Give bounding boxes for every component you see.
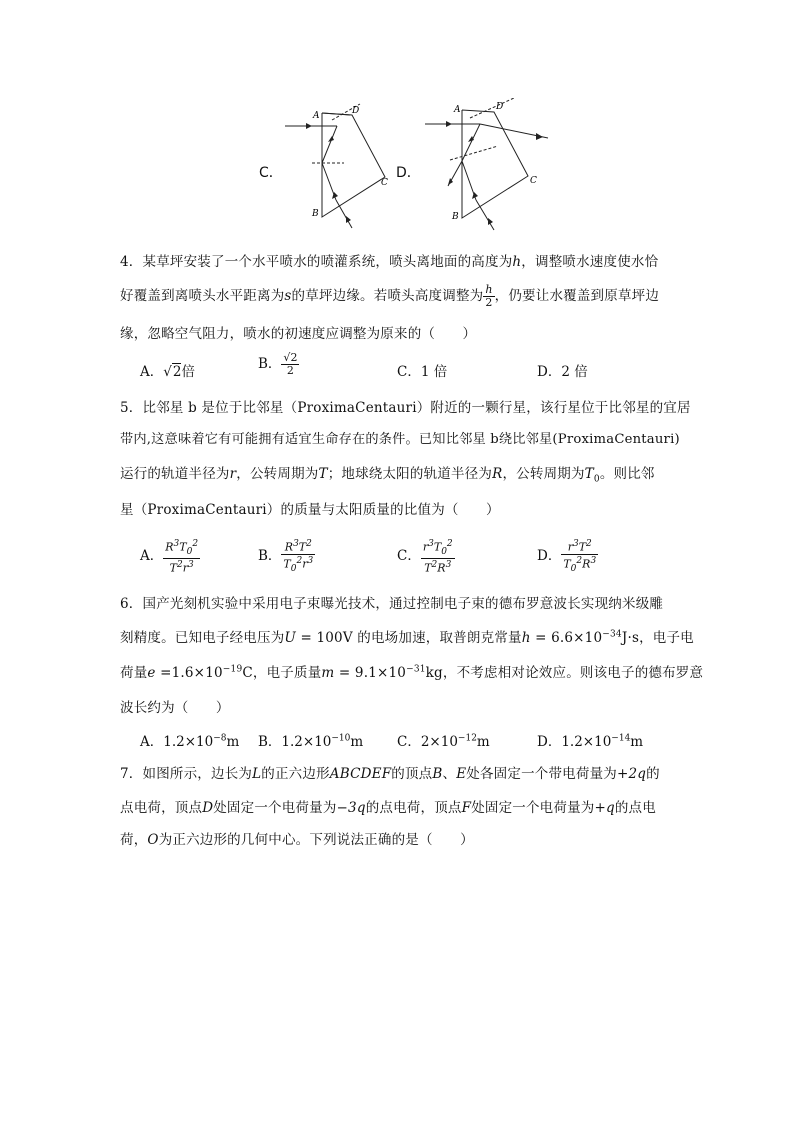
vertex-a-label: A <box>454 105 461 115</box>
vertex-b-label: B <box>452 212 459 222</box>
q5-option-a: A． $\frac{R^3T_0^2}{T^2r^3}$ <box>140 539 199 575</box>
q6-line-3: 荷量$e =1.6\times 10^{-19}C$，电子质量$m = 9.1\times 10^{-31}kg$，不考虑相对论效应。则该电子的德布罗意 <box>120 664 704 681</box>
q5-option-c: C． $\frac{r^3T_0^2}{T^2R^3}$ <box>397 539 453 575</box>
vertex-b-label: B <box>312 209 319 219</box>
q6-option-d: D．$1.2\times 10^{-14}m$ <box>537 733 644 750</box>
q5-line-2: 带内,这意味着它有可能拥有适宜生命存在的条件。已知比邻星 b绕比邻星(ProximaCentauri) <box>120 432 680 447</box>
q6-line-4: 波长约为（ ） <box>120 700 230 716</box>
q7-line-2: 点电荷，顶点D处固定一个电荷量为−3q的点电荷，顶点F处固定一个电荷量为+q的点电 <box>120 800 656 816</box>
q4-option-c: C．1 倍 <box>397 364 448 380</box>
vertex-d-label: D <box>352 106 360 116</box>
q7-line-1: 7．如图所示，边长为L的正六边形ABCDEF的顶点B、E处各固定一个带电荷量为+2q的 <box>120 766 660 782</box>
q6-option-c: C．$2\times 10^{-12}m$ <box>397 733 490 750</box>
prism-diagram-c <box>282 100 400 235</box>
vertex-a-label: A <box>313 111 320 121</box>
q6-line-1: 6．国产光刻机实验中采用电子束曝光技术，通过控制电子束的德布罗意波长实现纳米级雕 <box>120 596 664 612</box>
q5-line-4: 星（ProximaCentauri）的质量与太阳质量的比值为（ ） <box>120 502 500 518</box>
q6-option-b: B．$1.2\times 10^{-10}m$ <box>258 733 364 750</box>
q6-option-a: A．$1.2\times 10^{-8}m$ <box>140 733 240 750</box>
q4-line-3: 缘，忽略空气阻力，喷水的初速度应调整为原来的（ ） <box>120 326 477 342</box>
option-c-label: C． <box>259 165 283 181</box>
q5-option-b: B． $\frac{R^3T^2}{T_0^2r^3}$ <box>258 539 314 574</box>
q4-option-b: B． $\frac{√2}{2}$ <box>258 351 298 377</box>
q5-line-3: 运行的轨道半径为r，公转周期为T；地球绕太阳的轨道半径为R，公转周期为$T_0$。则比邻 <box>120 466 655 485</box>
q4-option-d: D．2 倍 <box>537 364 588 380</box>
q4-line-1: 4．某草坪安装了一个水平喷水的喷灌系统，喷头离地面的高度为h，调整喷水速度使水恰 <box>120 254 659 270</box>
q4-line-2: 好覆盖到离喷头水平距离为s的草坪边缘。若喷头高度调整为 $\frac{h}{2}$ ，仍要让水覆盖到原草坪边 <box>120 283 660 309</box>
vertex-c-label: C <box>381 178 388 188</box>
q4-option-a: A．√2倍 <box>140 364 195 380</box>
q5-option-d: D． $\frac{r^3T^2}{T_0^2R^3}$ <box>537 539 597 574</box>
option-d-label: D． <box>396 165 421 181</box>
vertex-d-label: D <box>496 102 504 112</box>
fraction-h-over-2: $\frac{h}{2}$ <box>485 283 493 309</box>
prism-diagram-d <box>420 98 570 233</box>
q5-line-1: 5．比邻星 b 是位于比邻星（ProximaCentauri）附近的一颗行星，该行星位于比邻星的宜居 <box>120 400 691 416</box>
q6-line-2: 刻精度。已知电子经电压为U = 100V 的电场加速，取普朗克常量$h = 6.6\times 10^{-34}J\cdot s$，电子电 <box>120 629 694 646</box>
vertex-c-label: C <box>530 176 537 186</box>
q7-line-3: 荷，O为正六边形的几何中心。下列说法正确的是（ ） <box>120 832 474 848</box>
